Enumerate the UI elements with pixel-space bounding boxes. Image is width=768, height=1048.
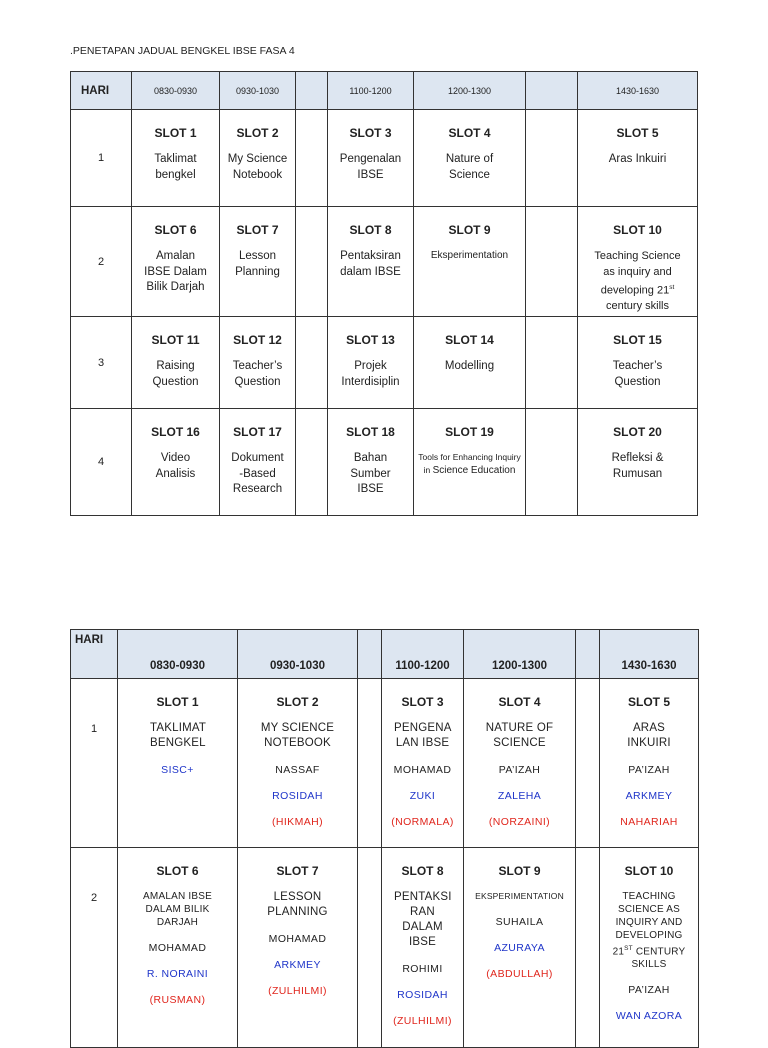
slot-label: SLOT 15	[613, 333, 662, 347]
slot-label: SLOT 6	[154, 223, 197, 237]
slot-label: SLOT 5	[616, 126, 659, 140]
table-row	[71, 848, 699, 1048]
facilitator: MOHAMAD	[268, 933, 327, 945]
slot-label: SLOT 2	[276, 695, 319, 709]
slot-cell	[578, 409, 698, 516]
slot-cell	[464, 848, 576, 1048]
slot-topic: My Science Notebook	[227, 153, 288, 181]
slot-cell	[328, 110, 414, 207]
slot-cell	[132, 317, 220, 409]
facilitator: ARKMEY	[274, 959, 321, 971]
slot-cell	[600, 679, 699, 848]
slot-label: SLOT 10	[613, 223, 662, 237]
slot-cell	[414, 409, 526, 516]
slot-topic: MY SCIENCE NOTEBOOK	[260, 722, 335, 749]
slot-label: SLOT 7	[276, 864, 319, 878]
slot-label: SLOT 19	[445, 425, 494, 439]
topic-text: Teaching Science as inquiry and developing 21	[594, 250, 681, 297]
facilitator: (RUSMAN)	[149, 994, 206, 1006]
facilitator: SISC+	[161, 764, 194, 776]
empty-cell	[358, 848, 382, 1048]
slot-label: SLOT 7	[236, 223, 279, 237]
facilitator: R. NORAINI	[146, 968, 209, 980]
facilitator: (NORMALA)	[391, 816, 454, 828]
slot-cell	[118, 679, 238, 848]
slot-label: SLOT 3	[349, 126, 392, 140]
slot-cell	[132, 207, 220, 317]
empty-cell	[296, 409, 328, 516]
table-header-row	[71, 72, 698, 110]
facilitator: (ABDULLAH)	[486, 968, 553, 980]
slot-cell	[328, 317, 414, 409]
slot-label: SLOT 17	[233, 425, 282, 439]
header-empty	[358, 630, 382, 679]
table-row	[71, 207, 698, 317]
header-empty	[296, 72, 328, 110]
empty-cell	[576, 848, 600, 1048]
slot-cell	[578, 207, 698, 317]
day-cell: 1	[71, 110, 132, 207]
slot-cell	[132, 110, 220, 207]
facilitator: (ZULHILMI)	[268, 985, 327, 997]
facilitator: ROHIMI	[402, 963, 443, 975]
slot-topic: AMALAN IBSE DALAM BILIK DARJAH	[143, 891, 212, 928]
slot-cell	[118, 848, 238, 1048]
day-cell: 3	[71, 317, 132, 409]
slot-label: SLOT 8	[401, 864, 444, 878]
day-cell: 4	[71, 409, 132, 516]
slot-cell	[220, 409, 296, 516]
facilitator: ROSIDAH	[397, 989, 448, 1001]
topic-text: century skills	[606, 300, 669, 313]
slot-label: SLOT 20	[613, 425, 662, 439]
slot-cell	[578, 317, 698, 409]
header-time: 0830-0930	[118, 630, 238, 679]
slot-topic: Nature of Science	[445, 153, 494, 181]
slot-cell	[328, 207, 414, 317]
facilitator: (NORZAINI)	[488, 816, 551, 828]
slot-topic: Projek Interdisiplin	[341, 360, 400, 388]
slot-topic: Pengenalan IBSE	[339, 153, 402, 181]
facilitator: ARKMEY	[625, 790, 673, 802]
facilitator: ROSIDAH	[272, 790, 323, 802]
header-time: 0830-0930	[132, 72, 220, 110]
header-time: 1430-1630	[600, 630, 699, 679]
slot-topic	[578, 249, 697, 315]
slot-label: SLOT 12	[233, 333, 282, 347]
header-empty	[526, 72, 578, 110]
facilitator: ZUKI	[409, 790, 436, 802]
slot-topic: Pentaksiran dalam IBSE	[340, 250, 401, 278]
day-cell: 2	[71, 207, 132, 317]
facilitator: (ZULHILMI)	[393, 1015, 452, 1027]
slot-topic	[414, 451, 525, 477]
header-hari: HARI	[71, 630, 118, 679]
facilitator: NAHARIAH	[620, 816, 678, 828]
slot-label: SLOT 3	[401, 695, 444, 709]
header-empty	[576, 630, 600, 679]
slot-label: SLOT 1	[156, 695, 199, 709]
header-hari: HARI	[71, 72, 132, 110]
slot-topic: Aras Inkuiri	[608, 153, 667, 165]
topic-text: TEACHING SCIENCE AS INQUIRY AND DEVELOPING 21	[612, 891, 683, 958]
schedule-table-1	[70, 71, 698, 516]
slot-cell	[220, 207, 296, 317]
slot-topic: Refleksi & Rumusan	[611, 452, 664, 480]
header-time: 1200-1300	[464, 630, 576, 679]
table-header-row	[71, 630, 699, 679]
schedule-table-2	[70, 629, 699, 1048]
table-row	[71, 110, 698, 207]
table-row	[71, 317, 698, 409]
facilitator: MOHAMAD	[393, 764, 452, 776]
facilitator: NASSAF	[275, 764, 320, 776]
empty-cell	[526, 317, 578, 409]
slot-topic: Modelling	[444, 360, 495, 372]
empty-cell	[526, 409, 578, 516]
facilitator: ZALEHA	[497, 790, 542, 802]
slot-cell	[238, 848, 358, 1048]
slot-topic: Dokument -Based Research	[231, 452, 284, 495]
empty-cell	[576, 679, 600, 848]
slot-label: SLOT 16	[151, 425, 200, 439]
topic-text: CENTURY SKILLS	[631, 946, 686, 971]
slot-topic: LESSON PLANNING	[267, 891, 328, 918]
slot-cell	[578, 110, 698, 207]
slot-cell	[382, 679, 464, 848]
facilitator: WAN AZORA	[615, 1010, 683, 1023]
slot-label: SLOT 5	[627, 695, 670, 709]
slot-label: SLOT 10	[624, 864, 674, 878]
header-time: 1100-1200	[328, 72, 414, 110]
slot-label: SLOT 9	[498, 864, 541, 878]
facilitator: PA’IZAH	[628, 764, 670, 776]
slot-cell	[414, 110, 526, 207]
slot-label: SLOT 6	[156, 864, 199, 878]
slot-topic: Amalan IBSE Dalam Bilik Darjah	[144, 250, 207, 293]
slot-topic: Teacher’s Question	[612, 360, 663, 388]
slot-cell	[600, 848, 699, 1048]
slot-cell	[132, 409, 220, 516]
header-time: 1430-1630	[578, 72, 698, 110]
slot-cell	[328, 409, 414, 516]
slot-topic: ARAS INKUIRI	[627, 722, 671, 749]
slot-label: SLOT 1	[154, 126, 197, 140]
slot-topic: Video Analisis	[155, 452, 196, 480]
slot-topic: TAKLIMAT BENGKEL	[150, 722, 207, 749]
slot-cell	[414, 207, 526, 317]
slot-cell	[464, 679, 576, 848]
slot-topic: Teacher’s Question	[232, 360, 283, 388]
header-time: 1100-1200	[382, 630, 464, 679]
slot-topic: Raising Question	[152, 360, 199, 388]
slot-label: SLOT 14	[445, 333, 494, 347]
slot-cell	[238, 679, 358, 848]
topic-superscript: ST	[624, 945, 633, 952]
topic-superscript: st	[669, 284, 675, 291]
slot-label: SLOT 4	[448, 126, 491, 140]
slot-topic: Bahan Sumber IBSE	[350, 452, 391, 495]
slot-topic: NATURE OF SCIENCE	[485, 722, 554, 749]
slot-label: SLOT 9	[448, 223, 491, 237]
slot-topic: PENGENA LAN IBSE	[394, 722, 452, 749]
slot-label: SLOT 8	[349, 223, 392, 237]
facilitator: (HIKMAH)	[271, 816, 324, 828]
slot-cell	[414, 317, 526, 409]
facilitator: PA’IZAH	[498, 764, 541, 776]
slot-topic: Eksperimentation	[430, 250, 509, 261]
slot-label: SLOT 18	[346, 425, 395, 439]
empty-cell	[296, 317, 328, 409]
topic-text: Tools for Enhancing Inquiry in	[418, 452, 521, 475]
empty-cell	[296, 207, 328, 317]
slot-label: SLOT 11	[151, 333, 200, 347]
slot-topic: EKSPERIMENTATION	[475, 891, 564, 901]
empty-cell	[526, 207, 578, 317]
empty-cell	[358, 679, 382, 848]
document-title: .PENETAPAN JADUAL BENGKEL IBSE FASA 4	[70, 45, 295, 57]
facilitator: SUHAILA	[495, 916, 544, 928]
table-row	[71, 679, 699, 848]
slot-topic: Lesson Planning	[235, 250, 280, 278]
empty-cell	[296, 110, 328, 207]
slot-topic: PENTAKSI RAN DALAM IBSE	[394, 891, 452, 948]
facilitator: MOHAMAD	[148, 942, 207, 954]
topic-text: Science Education	[432, 465, 516, 476]
slot-label: SLOT 13	[346, 333, 395, 347]
empty-cell	[526, 110, 578, 207]
header-time: 0930-1030	[220, 72, 296, 110]
facilitator: PA’IZAH	[628, 984, 670, 997]
slot-label: SLOT 4	[498, 695, 541, 709]
slot-topic: Taklimat bengkel	[154, 153, 197, 181]
day-cell: 1	[71, 679, 118, 848]
slot-label: SLOT 2	[236, 126, 279, 140]
header-time: 1200-1300	[414, 72, 526, 110]
slot-cell	[220, 317, 296, 409]
day-cell: 2	[71, 848, 118, 1048]
slot-cell	[382, 848, 464, 1048]
header-time: 0930-1030	[238, 630, 358, 679]
slot-topic	[600, 890, 698, 971]
slot-cell	[220, 110, 296, 207]
facilitator: AZURAYA	[494, 942, 545, 954]
table-row	[71, 409, 698, 516]
